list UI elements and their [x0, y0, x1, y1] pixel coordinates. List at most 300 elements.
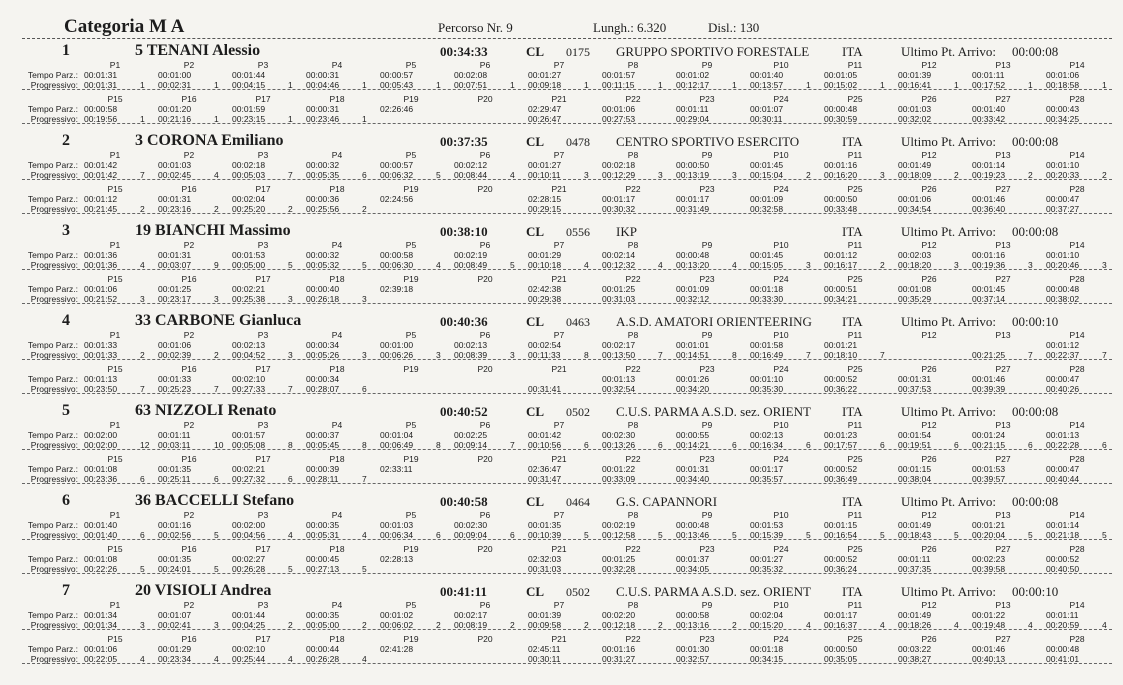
cumulative-time: 00:17:57 [824, 440, 858, 450]
cumulative-time: 00:01:36 [84, 260, 118, 270]
split-time: 00:01:25 [602, 284, 636, 294]
control-split [670, 330, 744, 360]
cumulative-time: 00:06:26 [380, 350, 414, 360]
split-time: 00:01:11 [972, 70, 1005, 80]
control-split [1040, 94, 1114, 124]
control-split [670, 150, 744, 180]
split-time: 00:01:06 [898, 194, 932, 204]
cumulative-time: 00:19:23 [972, 170, 1006, 180]
control-code: P17 [255, 544, 271, 554]
split-time: 02:42:38 [528, 284, 562, 294]
control-split [892, 364, 966, 394]
control-code: P15 [107, 634, 123, 644]
cumulative-time: 00:37:27 [1046, 204, 1080, 214]
cumulative-time: 00:25:44 [232, 654, 266, 664]
control-code: P12 [921, 150, 937, 160]
control-code: P16 [181, 184, 197, 194]
cumulative-time: 00:33:48 [824, 204, 858, 214]
split-position: 5 [214, 530, 219, 540]
control-split [226, 510, 300, 540]
cumulative-time: 00:08:44 [454, 170, 488, 180]
control-split [892, 330, 966, 360]
cumulative-time: 00:40:50 [1046, 564, 1080, 574]
split-position: 4 [214, 170, 219, 180]
arrival-label: Ultimo Pt. Arrivo: [901, 44, 996, 59]
split-position: 6 [732, 440, 737, 450]
split-label: Tempo Parz.: [27, 104, 78, 114]
control-code: P16 [181, 634, 197, 644]
control-split [374, 634, 448, 664]
split-time: 00:01:10 [750, 374, 784, 384]
cumulative-time: 00:16:20 [824, 170, 858, 180]
control-code: P27 [995, 634, 1011, 644]
control-code: P3 [257, 600, 269, 610]
cumulative-time: 00:31:27 [602, 654, 636, 664]
control-code: P26 [921, 94, 937, 104]
row-divider [22, 123, 1112, 124]
split-position: 6 [436, 530, 441, 540]
cumulative-time: 00:30:11 [750, 114, 783, 124]
control-split [892, 454, 966, 484]
split-position: 2 [806, 170, 811, 180]
total-time: 00:41:11 [440, 584, 487, 599]
cumulative-time: 00:36:24 [824, 564, 858, 574]
cumulative-time: 00:23:36 [84, 474, 118, 484]
split-time: 00:01:06 [84, 284, 118, 294]
cumulative-time: 00:23:50 [84, 384, 118, 394]
split-time: 00:01:58 [750, 340, 784, 350]
control-split [670, 634, 744, 664]
control-code: P23 [699, 634, 715, 644]
control-split [448, 544, 522, 574]
control-code: P2 [183, 60, 195, 70]
control-split [596, 634, 670, 664]
cumulative-time: 00:13:16 [676, 620, 710, 630]
split-position: 7 [214, 384, 219, 394]
control-code: P7 [553, 60, 565, 70]
cumulative-time: 00:21:25 [972, 350, 1006, 360]
split-time: 00:02:19 [454, 250, 488, 260]
control-code: P10 [773, 330, 789, 340]
athlete-rank: 6 [62, 492, 70, 509]
split-grid [0, 544, 1123, 576]
arrival-label: Ultimo Pt. Arrivo: [901, 494, 996, 509]
split-position: 9 [214, 260, 219, 270]
split-position: 7 [1102, 350, 1107, 360]
cumulative-time: 00:14:51 [676, 350, 710, 360]
cumulative-time: 00:19:56 [84, 114, 118, 124]
split-position: 2 [362, 620, 367, 630]
split-position: 6 [214, 474, 219, 484]
split-label: Tempo Parz.: [27, 610, 78, 620]
control-split [78, 420, 152, 450]
split-time: 00:01:07 [158, 610, 192, 620]
split-time: 00:00:47 [1046, 464, 1080, 474]
split-time: 00:01:46 [972, 374, 1006, 384]
split-position: 6 [584, 440, 589, 450]
cumulative-time: 00:05:26 [306, 350, 340, 360]
split-label: Tempo Parz.: [27, 430, 78, 440]
athlete-name: 36 BACCELLI Stefano [135, 492, 295, 509]
cumulative-time: 00:22:26 [84, 564, 118, 574]
row-divider [22, 573, 1112, 574]
control-split [966, 364, 1040, 394]
cumulative-time: 00:31:47 [528, 474, 562, 484]
cumulative-time: 00:22:05 [84, 654, 118, 664]
cumulative-time: 00:22:37 [1046, 350, 1080, 360]
split-time: 00:00:55 [676, 430, 710, 440]
total-time: 00:38:10 [440, 224, 488, 239]
split-time: 00:01:31 [158, 250, 192, 260]
control-split [152, 544, 226, 574]
control-code: P28 [1069, 364, 1085, 374]
split-time: 00:01:27 [528, 160, 562, 170]
control-split [1040, 240, 1114, 270]
cumulative-time: 00:35:29 [898, 294, 932, 304]
split-position: 5 [1102, 530, 1107, 540]
split-grid [0, 510, 1123, 542]
control-split [818, 94, 892, 124]
control-split [78, 510, 152, 540]
row-divider [22, 269, 1112, 270]
split-position: 5 [1028, 530, 1033, 540]
total-time: 00:40:36 [440, 314, 488, 329]
control-code: P23 [699, 184, 715, 194]
split-time: 00:01:12 [824, 250, 858, 260]
split-time: 00:00:34 [306, 374, 340, 384]
control-code: P26 [921, 544, 937, 554]
split-time: 00:01:40 [84, 520, 118, 530]
split-time: 00:01:59 [232, 104, 266, 114]
split-position: 3 [436, 350, 441, 360]
cumulative-time: 00:27:32 [232, 474, 266, 484]
control-code: P2 [183, 150, 195, 160]
control-code: P10 [773, 150, 789, 160]
cumulative-time: 00:05:35 [306, 170, 340, 180]
split-position: 5 [288, 564, 293, 574]
split-position: 3 [658, 170, 663, 180]
athlete-result [0, 220, 1123, 310]
split-time: 00:00:52 [824, 554, 858, 564]
cumulative-label: Progressivo: [30, 654, 78, 664]
control-code: P18 [329, 544, 345, 554]
control-code: P6 [479, 150, 491, 160]
cumulative-time: 00:09:18 [528, 80, 562, 90]
split-time: 00:02:08 [454, 70, 488, 80]
cumulative-time: 00:14:21 [676, 440, 710, 450]
split-position: 3 [288, 294, 293, 304]
cumulative-time: 00:20:33 [1046, 170, 1080, 180]
control-code: P19 [403, 94, 419, 104]
cumulative-time: 00:24:01 [158, 564, 192, 574]
control-code: P12 [921, 60, 937, 70]
cumulative-time: 00:13:26 [602, 440, 636, 450]
course-length: Lungh.: 6.320 [593, 20, 667, 35]
cumulative-time: 00:12:32 [602, 260, 636, 270]
control-code: P25 [847, 634, 863, 644]
cumulative-time: 00:02:39 [158, 350, 192, 360]
split-time: 00:00:39 [306, 464, 340, 474]
control-split [670, 274, 744, 304]
nation-code: ITA [842, 314, 863, 329]
control-code: P10 [773, 420, 789, 430]
control-code: P3 [257, 330, 269, 340]
control-split [744, 94, 818, 124]
cumulative-time: 00:26:47 [528, 114, 562, 124]
control-code: P27 [995, 454, 1011, 464]
control-split [374, 454, 448, 484]
control-split [300, 634, 374, 664]
cumulative-time: 00:35:05 [824, 654, 858, 664]
split-position: 2 [954, 170, 959, 180]
control-split [966, 150, 1040, 180]
control-split [78, 60, 152, 90]
row-divider [22, 179, 1112, 180]
split-position: 4 [584, 260, 589, 270]
control-code: P5 [405, 510, 417, 520]
split-time: 00:00:48 [676, 520, 710, 530]
cumulative-label: Progressivo: [30, 294, 78, 304]
cumulative-time: 00:33:30 [750, 294, 784, 304]
cumulative-time: 00:25:11 [158, 474, 191, 484]
split-position: 6 [362, 384, 367, 394]
control-split [78, 600, 152, 630]
cumulative-time: 00:09:58 [528, 620, 562, 630]
cumulative-time: 00:04:46 [306, 80, 340, 90]
split-position: 4 [362, 530, 367, 540]
split-time: 00:01:54 [898, 430, 932, 440]
cumulative-time: 00:40:26 [1046, 384, 1080, 394]
arrival-label: Ultimo Pt. Arrivo: [901, 314, 996, 329]
cumulative-time: 00:16:49 [750, 350, 784, 360]
cumulative-time: 00:34:20 [676, 384, 710, 394]
split-position: 10 [214, 440, 224, 450]
control-code: P15 [107, 544, 123, 554]
split-position: 3 [214, 294, 219, 304]
split-position: 7 [140, 384, 145, 394]
control-split [522, 150, 596, 180]
split-time: 00:01:10 [1046, 250, 1080, 260]
cumulative-label: Progressivo: [30, 440, 78, 450]
control-code: P24 [773, 184, 789, 194]
split-time: 00:01:40 [972, 104, 1006, 114]
si-card-number: 0556 [566, 225, 590, 239]
control-split [892, 510, 966, 540]
control-code: P19 [403, 544, 419, 554]
control-split [892, 184, 966, 214]
control-split [1040, 544, 1114, 574]
control-split [670, 184, 744, 214]
control-split [892, 634, 966, 664]
split-grid [0, 454, 1123, 486]
control-split [374, 364, 448, 394]
split-time: 00:01:07 [750, 104, 784, 114]
cumulative-time: 00:10:39 [528, 530, 562, 540]
control-code: P17 [255, 274, 271, 284]
split-position: 1 [954, 80, 959, 90]
split-time: 00:00:35 [306, 610, 340, 620]
control-split [78, 240, 152, 270]
cumulative-time: 00:03:07 [158, 260, 192, 270]
split-position: 4 [658, 260, 663, 270]
last-split-time: 00:00:10 [1012, 314, 1059, 329]
control-code: P5 [405, 150, 417, 160]
control-code: P2 [183, 510, 195, 520]
control-code: P27 [995, 364, 1011, 374]
cumulative-time: 00:15:39 [750, 530, 784, 540]
control-split [78, 150, 152, 180]
cumulative-time: 00:02:00 [84, 440, 118, 450]
split-position: 5 [954, 530, 959, 540]
split-time: 00:01:09 [750, 194, 784, 204]
split-position: 3 [214, 620, 219, 630]
cumulative-time: 00:18:58 [1046, 80, 1080, 90]
split-position: 2 [880, 260, 885, 270]
split-time: 00:01:44 [232, 610, 266, 620]
results-header [0, 14, 1123, 38]
cumulative-time: 00:35:57 [750, 474, 784, 484]
control-split [1040, 60, 1114, 90]
control-split [892, 274, 966, 304]
control-code: P8 [627, 330, 639, 340]
control-split [374, 544, 448, 574]
control-split [374, 240, 448, 270]
split-position: 1 [362, 80, 367, 90]
split-time: 02:32:03 [528, 554, 562, 564]
control-split [448, 240, 522, 270]
split-time: 00:00:48 [676, 250, 710, 260]
split-position: 2 [732, 620, 737, 630]
split-position: 1 [658, 80, 663, 90]
cumulative-label: Progressivo: [30, 80, 78, 90]
si-card-number: 0463 [566, 315, 590, 329]
cumulative-time: 00:01:31 [84, 80, 118, 90]
cumulative-time: 00:05:43 [380, 80, 414, 90]
control-split [374, 274, 448, 304]
cumulative-time: 00:11:15 [602, 80, 635, 90]
split-time: 00:00:35 [306, 520, 340, 530]
split-time: 00:02:10 [232, 644, 266, 654]
control-code: P18 [329, 94, 345, 104]
cumulative-time: 00:01:42 [84, 170, 118, 180]
split-time: 00:00:58 [380, 250, 414, 260]
control-code: P12 [921, 600, 937, 610]
control-code: P9 [701, 510, 713, 520]
cumulative-time: 00:15:20 [750, 620, 784, 630]
split-position: 2 [510, 620, 515, 630]
athlete-result [0, 490, 1123, 580]
split-time: 00:01:27 [750, 554, 784, 564]
control-code: P19 [403, 364, 419, 374]
control-split [152, 240, 226, 270]
si-card-number: 0502 [566, 585, 590, 599]
split-time: 02:45:11 [528, 644, 561, 654]
cumulative-time: 00:32:12 [676, 294, 710, 304]
cumulative-time: 00:16:37 [824, 620, 858, 630]
cumulative-time: 00:28:07 [306, 384, 340, 394]
control-code: P23 [699, 94, 715, 104]
control-split [226, 60, 300, 90]
control-code: P21 [551, 184, 567, 194]
cumulative-time: 00:40:13 [972, 654, 1006, 664]
split-position: 5 [436, 170, 441, 180]
control-split [78, 454, 152, 484]
split-position: 6 [140, 474, 145, 484]
control-code: P21 [551, 364, 567, 374]
control-split [818, 60, 892, 90]
control-code: P11 [847, 60, 863, 70]
cumulative-time: 00:19:36 [972, 260, 1006, 270]
control-split [300, 364, 374, 394]
control-code: P8 [627, 60, 639, 70]
control-code: P4 [331, 420, 343, 430]
control-code: P18 [329, 454, 345, 464]
split-time: 00:02:30 [454, 520, 488, 530]
split-time: 00:02:14 [602, 250, 636, 260]
control-split [78, 364, 152, 394]
club-name: C.U.S. PARMA A.S.D. sez. ORIENT [616, 584, 811, 599]
control-code: P6 [479, 600, 491, 610]
control-code: P9 [701, 150, 713, 160]
split-position: 1 [288, 80, 293, 90]
athlete-result [0, 400, 1123, 490]
control-code: P23 [699, 544, 715, 554]
control-split [818, 634, 892, 664]
split-position: 2 [584, 620, 589, 630]
control-split [670, 544, 744, 574]
row-divider [22, 303, 1112, 304]
split-time: 00:01:46 [972, 644, 1006, 654]
cumulative-time: 00:23:16 [158, 204, 192, 214]
classification: CL [526, 404, 545, 419]
nation-code: ITA [842, 224, 863, 239]
split-time: 00:01:57 [232, 430, 266, 440]
split-label: Tempo Parz.: [27, 194, 78, 204]
total-time: 00:37:35 [440, 134, 488, 149]
split-time: 00:01:09 [676, 284, 710, 294]
split-time: 02:29:47 [528, 104, 562, 114]
control-code: P27 [995, 274, 1011, 284]
cumulative-time: 00:06:30 [380, 260, 414, 270]
split-position: 8 [436, 440, 441, 450]
control-split [744, 150, 818, 180]
control-split [300, 184, 374, 214]
split-position: 7 [140, 170, 145, 180]
control-split [78, 330, 152, 360]
control-split [448, 634, 522, 664]
split-position: 1 [1102, 80, 1107, 90]
split-time: 00:01:20 [158, 104, 192, 114]
control-split [374, 184, 448, 214]
control-code: P6 [479, 510, 491, 520]
split-position: 1 [584, 80, 589, 90]
split-time: 00:01:25 [602, 554, 636, 564]
split-position: 3 [510, 350, 515, 360]
split-position: 5 [510, 260, 515, 270]
split-time: 00:01:05 [824, 70, 858, 80]
split-time: 00:01:44 [232, 70, 266, 80]
cumulative-time: 00:27:33 [232, 384, 266, 394]
control-code: P1 [109, 510, 121, 520]
row-divider [22, 629, 1112, 630]
split-position: 4 [140, 654, 145, 664]
split-time: 00:02:13 [454, 340, 488, 350]
last-split-time: 00:00:08 [1012, 224, 1059, 239]
split-time: 00:01:35 [158, 464, 192, 474]
split-time: 00:00:52 [824, 464, 858, 474]
control-split [1040, 420, 1114, 450]
cumulative-time: 00:10:11 [528, 170, 561, 180]
